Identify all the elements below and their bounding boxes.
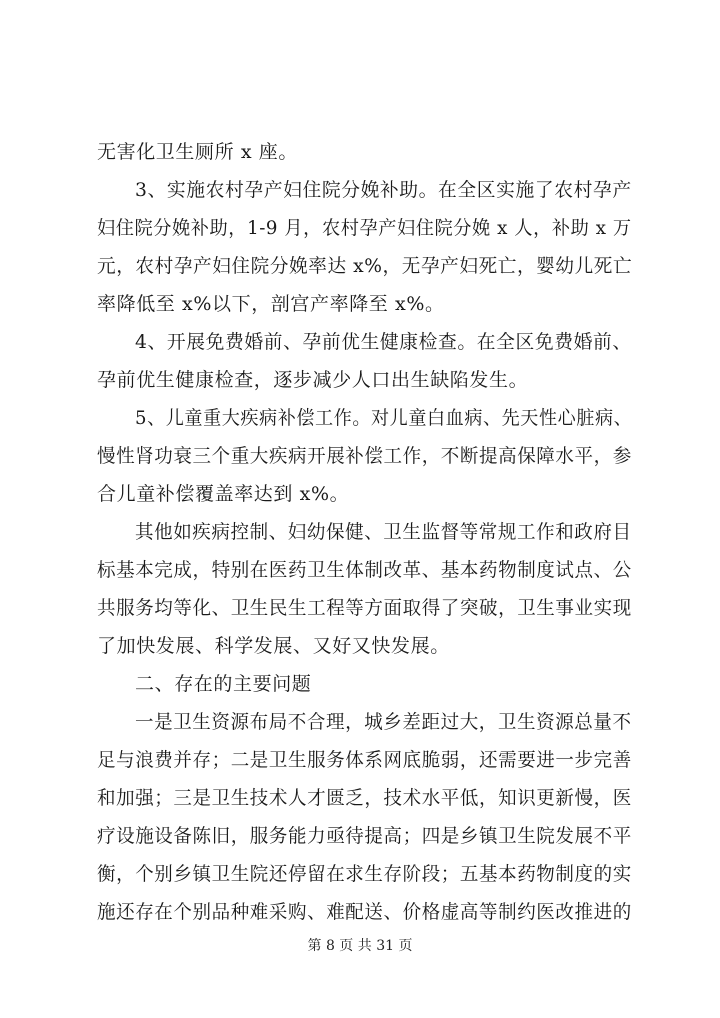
text-line: 共服务均等化、卫生民生工程等方面取得了突破，卫生事业实现 [97, 597, 632, 619]
text-line: 3、实施农村孕产妇住院分娩补助。在全区实施了农村孕产 [135, 179, 632, 201]
text-line: 施还存在个别品种难采购、难配送、价格虚高等制约医改推进的 [97, 901, 632, 923]
text-line: 孕前优生健康检查，逐步减少人口出生缺陷发生。 [97, 369, 529, 391]
page-number-footer: 第 8 页 共 31 页 [307, 938, 413, 954]
text-line: 一是卫生资源布局不合理，城乡差距过大，卫生资源总量不 [135, 711, 632, 733]
text-line: 5、儿童重大疾病补偿工作。对儿童白血病、先天性心脏病、 [135, 407, 633, 429]
text-line: 足与浪费并存；二是卫生服务体系网底脆弱，还需要进一步完善 [97, 749, 632, 771]
text-line: 合儿童补偿覆盖率达到 x%。 [97, 483, 350, 505]
text-line: 元，农村孕产妇住院分娩率达 x%，无孕产妇死亡，婴幼儿死亡 [97, 255, 633, 277]
text-line: 慢性肾功衰三个重大疾病开展补偿工作，不断提高保障水平，参 [97, 445, 632, 467]
text-line: 率降低至 x%以下，剖宫产率降至 x%。 [97, 293, 445, 315]
text-line: 衡，个别乡镇卫生院还停留在求生存阶段；五基本药物制度的实 [97, 863, 632, 885]
text-line: 无害化卫生厕所 x 座。 [97, 141, 298, 163]
section-heading: 二、存在的主要问题 [135, 673, 312, 695]
text-line: 妇住院分娩补助，1-9 月，农村孕产妇住院分娩 x 人，补助 x 万 [97, 217, 632, 239]
text-line: 疗设施设备陈旧，服务能力亟待提高；四是乡镇卫生院发展不平 [97, 825, 632, 847]
text-line: 了加快发展、科学发展、又好又快发展。 [97, 635, 450, 657]
text-line: 和加强；三是卫生技术人才匮乏，技术水平低，知识更新慢，医 [97, 787, 632, 809]
text-line: 4、开展免费婚前、孕前优生健康检查。在全区免费婚前、 [135, 331, 632, 353]
text-line: 其他如疾病控制、妇幼保健、卫生监督等常规工作和政府目 [135, 521, 632, 543]
text-line: 标基本完成，特别在医药卫生体制改革、基本药物制度试点、公 [97, 559, 632, 581]
